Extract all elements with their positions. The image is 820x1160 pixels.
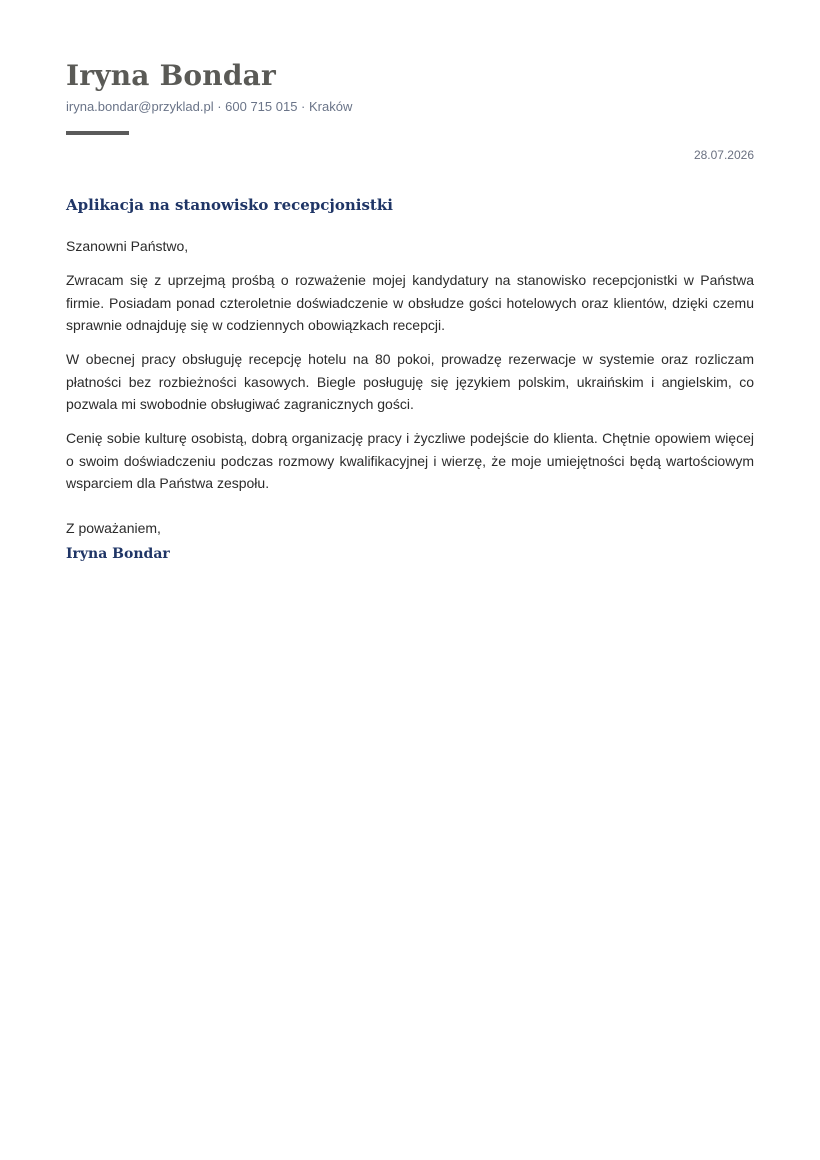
letter-signature: Iryna Bondar [66,546,170,562]
header-divider [66,131,129,135]
letter-paragraph: W obecnej pracy obsługuję recepcję hotelu na 80 pokoi, prowadzę rezerwacje w systemie oraz rozliczam płatności bez rozbieżności kasowych. Biegle posługuję się językiem polskim, ukraińskim i angielskim, co pozwala mi swobodnie obsługiwać zagranicznych gości. [66,351,754,412]
letter-paragraph: Cenię sobie kulturę osobistą, dobrą organizację pracy i życzliwe podejście do klienta. Chętnie opowiem więcej o swoim doświadczeniu podczas rozmowy kwalifikacyjnej i wierzę, że moje umiejętności będą wartościowym wsparciem dla Państwa zespołu. [66,430,754,491]
applicant-name: Iryna Bondar [66,59,276,92]
letter-subject: Aplikacja na stanowisko recepcjonistki [66,196,393,214]
letter-paragraph: Zwracam się z uprzejmą prośbą o rozważenie mojej kandydatury na stanowisko recepcjonistki w Państwa firmie. Posiadam ponad czteroletnie doświadczenie w obsłudze gości hotelowych oraz klientów, dzięki czemu sprawnie odnajduję się w codziennych obowiązkach recepcji. [66,272,754,333]
letter-closing: Z poważaniem, [66,520,161,536]
cover-letter-page [66,0,754,1160]
letter-date: 28.07.2026 [693,148,754,162]
contact-details: iryna.bondar@przyklad.pl · 600 715 015 · Kraków [66,99,353,114]
letter-greeting: Szanowni Państwo, [66,238,189,254]
